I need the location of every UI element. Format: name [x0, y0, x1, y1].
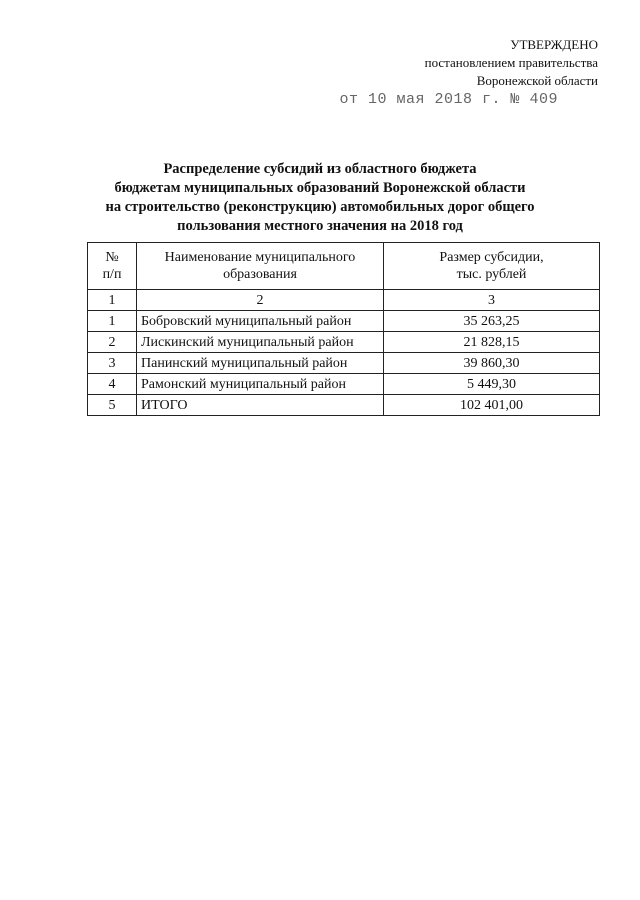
column-index-row	[88, 290, 600, 311]
title-line-1: Распределение субсидий из областного бюджета	[163, 161, 477, 177]
row-municipality: Рамонский муниципальный район	[137, 374, 384, 395]
header-amount-line-1: Размер субсидии,	[439, 250, 544, 265]
row-amount: 39 860,30	[384, 353, 600, 374]
title-line-2: бюджетам муниципальных образований Воронежской области	[114, 180, 526, 196]
title-line-3: на строительство (реконструкцию) автомобильных дорог общего	[105, 199, 535, 215]
row-number: 2	[88, 332, 137, 353]
document-title	[80, 160, 560, 236]
approval-heading: УТВЕРЖДЕНО	[510, 37, 598, 52]
column-index-2: 2	[137, 290, 384, 311]
table-header-row	[88, 243, 600, 290]
row-number: 4	[88, 374, 137, 395]
header-amount-line-2: тыс. рублей	[456, 267, 527, 282]
header-municipality	[137, 243, 384, 290]
column-index-3: 3	[384, 290, 600, 311]
row-amount: 21 828,15	[384, 332, 600, 353]
header-number	[88, 243, 137, 290]
approval-decree-line: постановлением правительства	[424, 55, 598, 70]
row-municipality: ИТОГО	[137, 395, 384, 416]
approval-region-line: Воронежской области	[476, 73, 598, 88]
subsidies-table	[87, 242, 600, 416]
approval-block	[339, 36, 598, 109]
row-municipality: Бобровский муниципальный район	[137, 311, 384, 332]
title-line-4: пользования местного значения на 2018 год	[177, 218, 463, 234]
row-amount: 5 449,30	[384, 374, 600, 395]
table-total-row	[88, 395, 600, 416]
table-row	[88, 332, 600, 353]
table-row	[88, 374, 600, 395]
row-number: 5	[88, 395, 137, 416]
row-amount: 35 263,25	[384, 311, 600, 332]
row-number: 1	[88, 311, 137, 332]
row-municipality: Лискинский муниципальный район	[137, 332, 384, 353]
column-index-1: 1	[88, 290, 137, 311]
row-amount: 102 401,00	[384, 395, 600, 416]
header-municipality-line-1: Наименование муниципального	[164, 250, 356, 265]
table-row	[88, 353, 600, 374]
approval-date-stamp: от 10 мая 2018 г. № 409	[339, 91, 558, 108]
row-number: 3	[88, 353, 137, 374]
header-municipality-line-2: образования	[223, 267, 297, 282]
table-row	[88, 311, 600, 332]
header-number-line-2: п/п	[102, 267, 122, 282]
header-amount	[384, 243, 600, 290]
header-number-line-1: №	[105, 250, 119, 265]
row-municipality: Панинский муниципальный район	[137, 353, 384, 374]
